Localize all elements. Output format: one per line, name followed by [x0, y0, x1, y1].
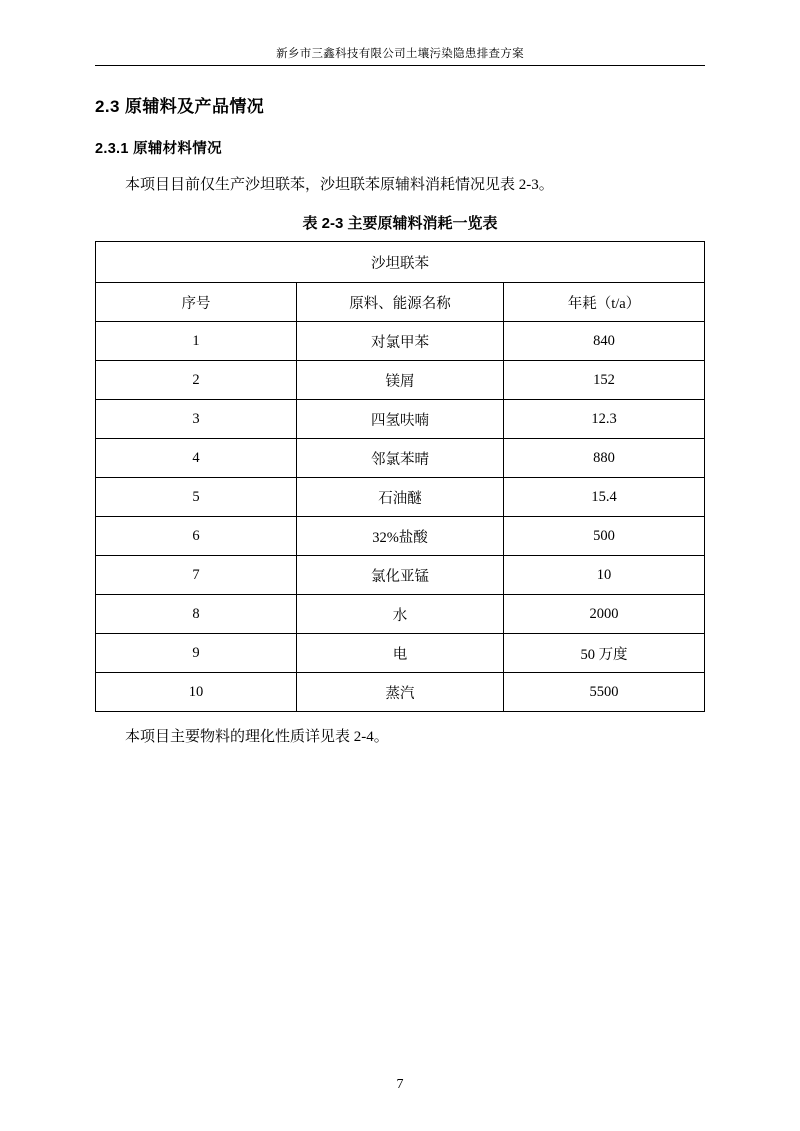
page-content-area	[95, 45, 705, 1091]
table-row	[96, 673, 705, 712]
column-header-name: 原料、能源名称	[296, 283, 503, 322]
cell-amount: 880	[504, 439, 705, 478]
raw-materials-table	[95, 241, 705, 712]
table-caption: 表 2-3 主要原辅料消耗一览表	[302, 215, 498, 233]
closing-paragraph: 本项目主要物料的理化性质详见表 2-4。	[125, 729, 389, 746]
running-header: 新乡市三鑫科技有限公司土壤污染隐患排查方案	[95, 45, 705, 66]
cell-name: 镁屑	[296, 361, 503, 400]
cell-name: 蒸汽	[296, 673, 503, 712]
table-header-row	[96, 283, 705, 322]
cell-amount: 5500	[504, 673, 705, 712]
cell-name: 对氯甲苯	[296, 322, 503, 361]
table-row	[96, 556, 705, 595]
table-group-header-cell: 沙坦联苯	[96, 242, 705, 283]
table-row	[96, 400, 705, 439]
cell-name: 四氢呋喃	[296, 400, 503, 439]
cell-name: 32%盐酸	[296, 517, 503, 556]
cell-amount: 840	[504, 322, 705, 361]
cell-amount: 50 万度	[504, 634, 705, 673]
table-row	[96, 634, 705, 673]
cell-amount: 12.3	[504, 400, 705, 439]
table-row	[96, 478, 705, 517]
cell-no: 6	[96, 517, 297, 556]
cell-no: 1	[96, 322, 297, 361]
section-heading-2-3-1: 2.3.1 原辅材料情况	[95, 141, 222, 157]
cell-no: 5	[96, 478, 297, 517]
cell-no: 2	[96, 361, 297, 400]
cell-amount: 2000	[504, 595, 705, 634]
table-row	[96, 595, 705, 634]
cell-amount: 10	[504, 556, 705, 595]
table-body	[96, 242, 705, 712]
cell-name: 水	[296, 595, 503, 634]
cell-name: 邻氯苯晴	[296, 439, 503, 478]
column-header-amount: 年耗（t/a）	[504, 283, 705, 322]
cell-name: 氯化亚锰	[296, 556, 503, 595]
table-row	[96, 322, 705, 361]
cell-no: 10	[96, 673, 297, 712]
section-heading-2-3: 2.3 原辅料及产品情况	[95, 97, 265, 116]
table-group-header-row	[96, 242, 705, 283]
column-header-no: 序号	[96, 283, 297, 322]
cell-name: 电	[296, 634, 503, 673]
table-row	[96, 439, 705, 478]
cell-amount: 152	[504, 361, 705, 400]
cell-no: 4	[96, 439, 297, 478]
cell-no: 7	[96, 556, 297, 595]
cell-no: 9	[96, 634, 297, 673]
cell-amount: 15.4	[504, 478, 705, 517]
cell-amount: 500	[504, 517, 705, 556]
cell-no: 3	[96, 400, 297, 439]
table-row	[96, 361, 705, 400]
cell-name: 石油醚	[296, 478, 503, 517]
intro-paragraph: 本项目目前仅生产沙坦联苯，沙坦联苯原辅料消耗情况见表 2-3。	[125, 177, 554, 193]
table-row	[96, 517, 705, 556]
page-number: 7	[396, 1077, 404, 1092]
cell-no: 8	[96, 595, 297, 634]
